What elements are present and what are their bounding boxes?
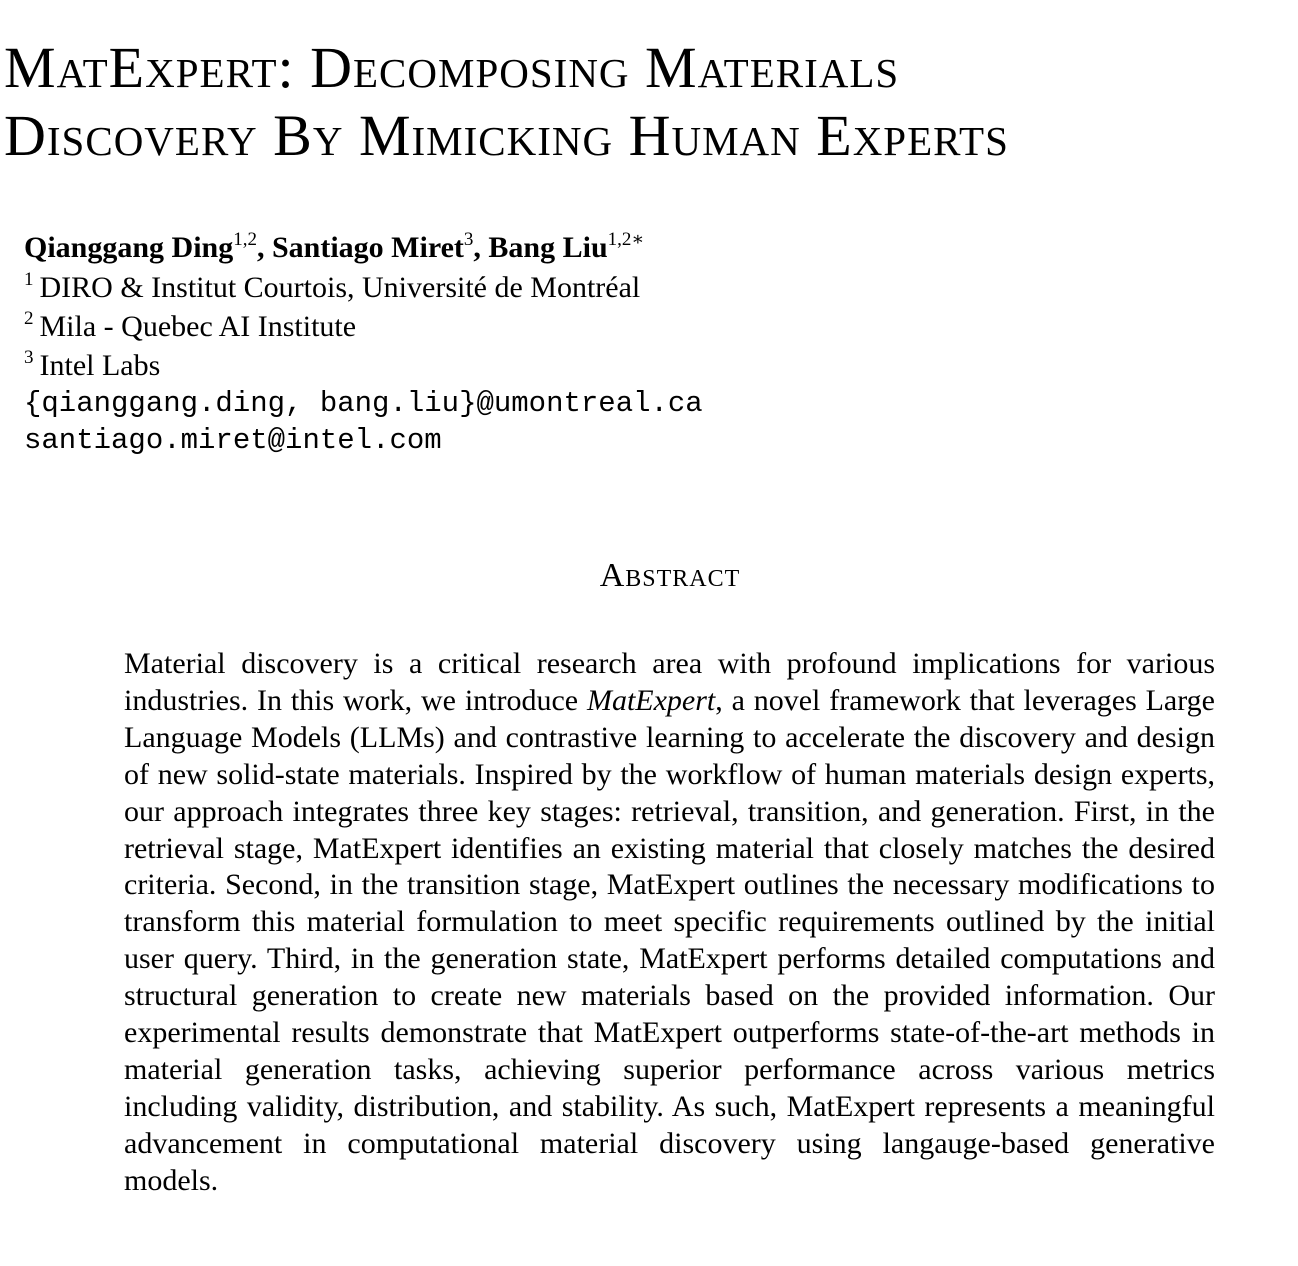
abstract-text-part: , a novel framework that leverages Large Language Models (LLMs) and contrastive learning to accelerate the discovery and design of new solid-state materials. Inspired by the workflow of human materials design experts, our approach integrates three key stages: retrieval, transition, and generation. First, in the retrieval stage, MatExpert identifies an existing material that closely matches the desired criteria. Second, in the transition stage, MatExpert outlines the necessary modifications to transform this material formulation to meet specific requirements outlined by the initial user query. Third, in the generation state, MatExpert performs detailed computations and structural generation to create new materials based on the provided information. Our experimental results demonstrate that MatExpert outperforms state-of-the-art methods in material generation tasks, achieving superior performance across various metrics including validity, distribution, and stability. As such, MatExpert represents a meaningful advancement in computational material discovery using langauge-based generative models.	[124, 683, 1216, 1197]
affiliation-line	[24, 268, 1124, 307]
author-affiliation-mark: 1,2∗	[607, 229, 645, 250]
affiliation-number: 2	[24, 308, 34, 329]
email-line: santiago.miret@intel.com	[24, 424, 442, 457]
author-list: Qianggang Ding$^{1,2}$, Santiago Miret$^3$, Bang Liu$^{1,2∗}$	[24, 229, 645, 264]
title-line-1: MatExpert: Decomposing Materials	[4, 35, 900, 100]
abstract-heading: Abstract	[599, 557, 741, 594]
affiliation-text: Intel Labs	[39, 349, 161, 382]
author-block	[24, 228, 1124, 459]
affiliation-number: 3	[24, 347, 34, 368]
title-line-2: Discovery By Mimicking Human Experts	[4, 103, 1009, 168]
paper-title	[4, 34, 1284, 170]
affiliation-text: DIRO & Institut Courtois, Université de Montréal	[39, 271, 641, 304]
affiliation-line	[24, 307, 1124, 346]
framework-name-emphasis: MatExpert	[586, 683, 716, 717]
author-name: Santiago Miret	[271, 231, 464, 264]
author-affiliation-mark: 3	[463, 229, 474, 250]
affiliation-line	[24, 346, 1124, 385]
email-line: {qianggang.ding, bang.liu}@umontreal.ca	[24, 387, 703, 420]
abstract-text	[124, 646, 1215, 1200]
author-affiliation-mark: 1,2	[233, 229, 257, 250]
author-name: Bang Liu	[488, 231, 608, 264]
affiliation-number: 1	[24, 269, 34, 290]
affiliation-text: Mila - Quebec AI Institute	[39, 310, 357, 343]
author-name: Qianggang Ding	[24, 231, 234, 264]
abstract-text-part: Material discovery is a critical research area with profound implications for various industries. In this work, we introduce	[124, 647, 1215, 717]
